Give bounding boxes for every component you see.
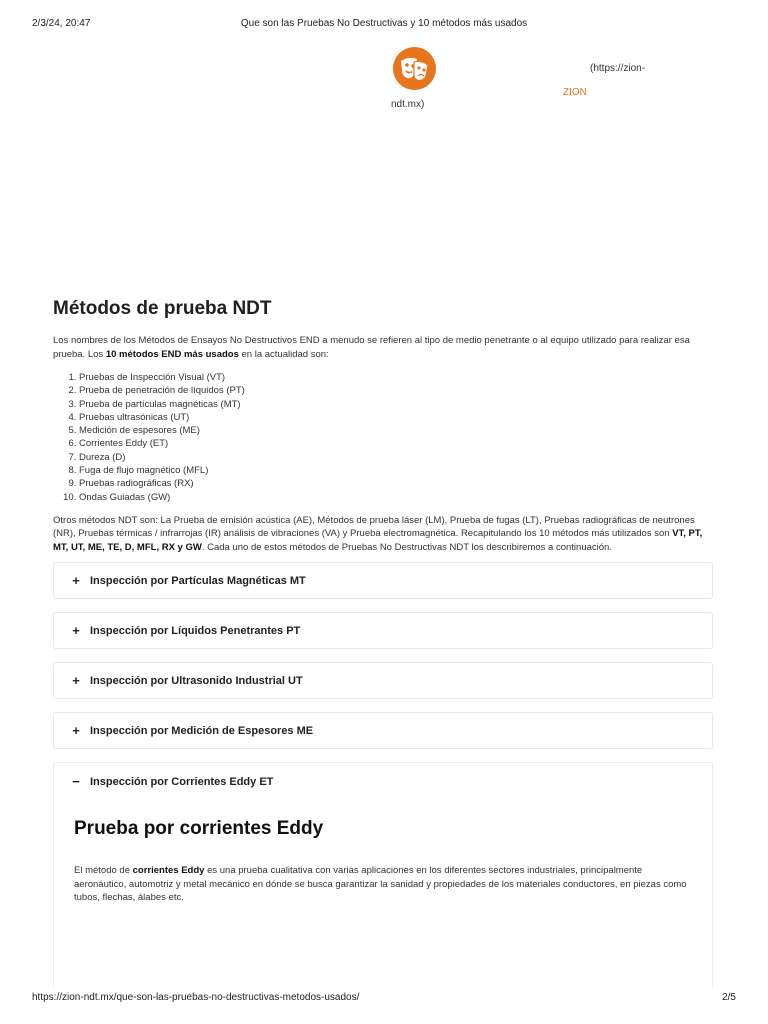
eddy-text-bold: corrientes Eddy xyxy=(132,865,205,877)
method-item: 5. Medición de espesores (ME) xyxy=(79,424,713,437)
plus-icon: + xyxy=(72,573,80,589)
method-item: 3. Prueba de partículas magnéticas (MT) xyxy=(79,398,713,411)
main-content xyxy=(53,298,713,987)
others-text-end: . Cada uno de estos métodos de Pruebas No Destructivas NDT los describiremos a continuación. xyxy=(201,541,612,553)
eddy-text-end: es una prueba cualitativa con varias aplicaciones en los diferentes sectores industriales, principalmente aeronáutico, automotriz y metal mecánico en dónde se busca garantizar la sanidad y propiedades de los materiales conductores, en piezas como tubos, flechas, álabes etc. xyxy=(74,865,687,904)
print-footer xyxy=(32,992,736,1006)
accordion-item-label: Inspección por Medición de Espesores ME xyxy=(90,724,314,737)
accordion-item-me[interactable] xyxy=(53,712,713,749)
intro-text-start: Los nombres de los Métodos de Ensayos No Destructivos END a menudo se refieren al tipo de medio penetrante o al equipo utilizado para realizar esa prueba. Los xyxy=(53,335,690,360)
accordion-item-et-expanded xyxy=(53,762,713,987)
site-logo[interactable] xyxy=(392,46,437,91)
method-item: 9. Pruebas radiográficas (RX) xyxy=(79,477,713,490)
method-item: 10. Ondas Guiadas (GW) xyxy=(79,491,713,504)
plus-icon: + xyxy=(72,673,80,689)
accordion-item-et-header[interactable] xyxy=(54,763,712,800)
plus-icon: + xyxy=(72,623,80,639)
method-item: 2. Prueba de penetración de líquidos (PT) xyxy=(79,384,713,397)
methods-accordion xyxy=(53,562,713,987)
others-text-bold: VT, PT, MT, UT, ME, TE, D, MFL, RX y GW xyxy=(53,528,703,553)
intro-text-end: en la actualidad son: xyxy=(238,348,329,360)
logo-href-text-part2[interactable]: ndt.mx) xyxy=(391,99,425,110)
method-item: 1. Pruebas de Inspección Visual (VT) xyxy=(79,371,713,384)
accordion-item-label: Inspección por Partículas Magnéticas MT xyxy=(90,574,306,587)
others-text-start: Otros métodos NDT son: La Prueba de emisión acústica (AE), Métodos de prueba láser (LM), Prueba de fugas (LT), Pruebas radiográficas de neutrones (NR), Pruebas térmicas / infrarrojas (IR) análisis de vibraciones (VA) y Prueba electromagnética. Recapitulando los 10 métodos más utilizados son xyxy=(53,514,695,540)
accordion-item-ut[interactable] xyxy=(53,662,713,699)
method-item: 7. Dureza (D) xyxy=(79,451,713,464)
print-page-url: https://zion-ndt.mx/que-son-las-pruebas-no-destructivas-metodos-usados/ xyxy=(32,992,360,1003)
method-item: 8. Fuga de flujo magnético (MFL) xyxy=(79,464,713,477)
minus-icon: − xyxy=(72,774,80,790)
theater-masks-icon xyxy=(392,46,437,91)
print-datetime: 2/3/24, 20:47 xyxy=(32,18,91,29)
print-document-title: Que son las Pruebas No Destructivas y 10 métodos más usados xyxy=(240,18,528,29)
intro-text-bold: 10 métodos END más usados xyxy=(105,348,239,360)
accordion-item-mt[interactable] xyxy=(53,562,713,599)
plus-icon: + xyxy=(72,723,80,739)
accordion-item-pt[interactable] xyxy=(53,612,713,649)
logo-href-text-part1[interactable]: (https://zion- xyxy=(590,63,646,74)
accordion-panel-et xyxy=(54,800,712,905)
accordion-item-label: Inspección por Ultrasonido Industrial UT xyxy=(90,674,303,687)
method-item: 4. Pruebas ultrasónicas (UT) xyxy=(79,411,713,424)
intro-paragraph xyxy=(53,334,713,361)
methods-list xyxy=(79,371,713,504)
eddy-paragraph xyxy=(74,864,692,905)
print-header xyxy=(32,18,736,32)
print-page-number: 2/5 xyxy=(722,992,736,1003)
accordion-item-label: Inspección por Líquidos Penetrantes PT xyxy=(90,624,301,637)
brand-name-link[interactable]: ZION xyxy=(563,87,587,98)
other-methods-paragraph xyxy=(53,514,713,555)
section-title: Métodos de prueba NDT xyxy=(53,298,272,319)
eddy-heading: Prueba por corrientes Eddy xyxy=(74,818,324,840)
accordion-item-label: Inspección por Corrientes Eddy ET xyxy=(90,775,274,788)
eddy-text-start: El método de xyxy=(74,865,133,877)
method-item: 6. Corrientes Eddy (ET) xyxy=(79,437,713,450)
